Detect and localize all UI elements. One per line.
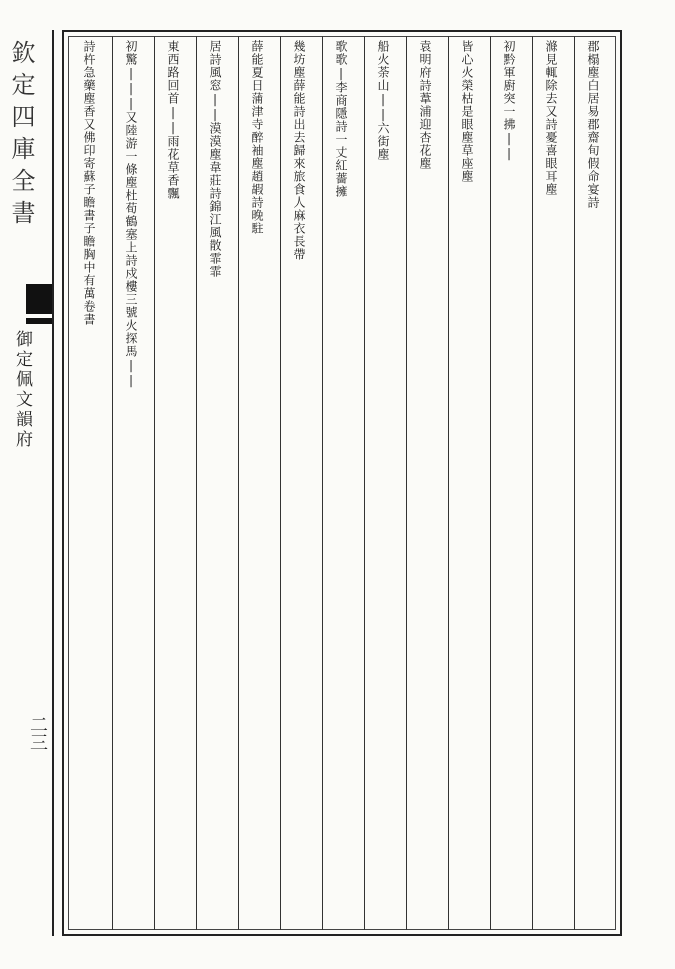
text-column: 幾坊塵薛能詩出去歸來旅食人麻衣長帶 [292,40,306,261]
text-column: 薛能夏日蒲津寺醉袖塵趙嘏詩晚駐 [250,40,264,235]
text-column: 船火荼山||六街塵 [376,40,390,161]
text-column: 袁明府詩葦浦迎杏花塵 [418,40,432,170]
page-spine [0,0,52,969]
text-column: 東西路回首||雨花草香飄 [166,40,180,200]
text-column: 初黔軍廚突一拂|| [502,40,516,161]
text-column: 歌歌|李商隱詩一丈紅薔擁 [334,40,348,198]
column-rule [490,36,491,930]
spine-collection-title: 欽定四庫全書 [7,40,35,232]
text-column: 初驚|||又陸游一條塵杜荀鶴塞上詩戍樓三號火探馬|| [124,40,138,388]
spine-book-title: 御定佩文韻府 [12,330,32,450]
text-column: 詩杵急藥塵香又佛印寄蘇子瞻書子瞻胸中有萬卷書 [82,40,96,326]
text-column: 郡榻塵白居易郡齋旬假命宴詩 [586,40,600,209]
column-rule [322,36,323,930]
column-rule [532,36,533,930]
column-rule [112,36,113,930]
column-rule [238,36,239,930]
spine-border [52,30,54,936]
column-rule [406,36,407,930]
column-rule [574,36,575,930]
text-column: 皆心火榮枯是眼塵草座塵 [460,40,474,183]
column-rule [364,36,365,930]
column-rule [448,36,449,930]
column-rule [280,36,281,930]
text-column: 滌見輒除去又詩憂喜眼耳塵 [544,40,558,196]
column-rule [154,36,155,930]
spine-page-number: 二三 [27,715,48,751]
spine-black-rule [26,318,52,324]
text-column: 居詩風窓||漠漠塵韋莊詩錦江風散霏霏 [208,40,222,278]
spine-black-band [26,284,52,314]
column-rule [196,36,197,930]
